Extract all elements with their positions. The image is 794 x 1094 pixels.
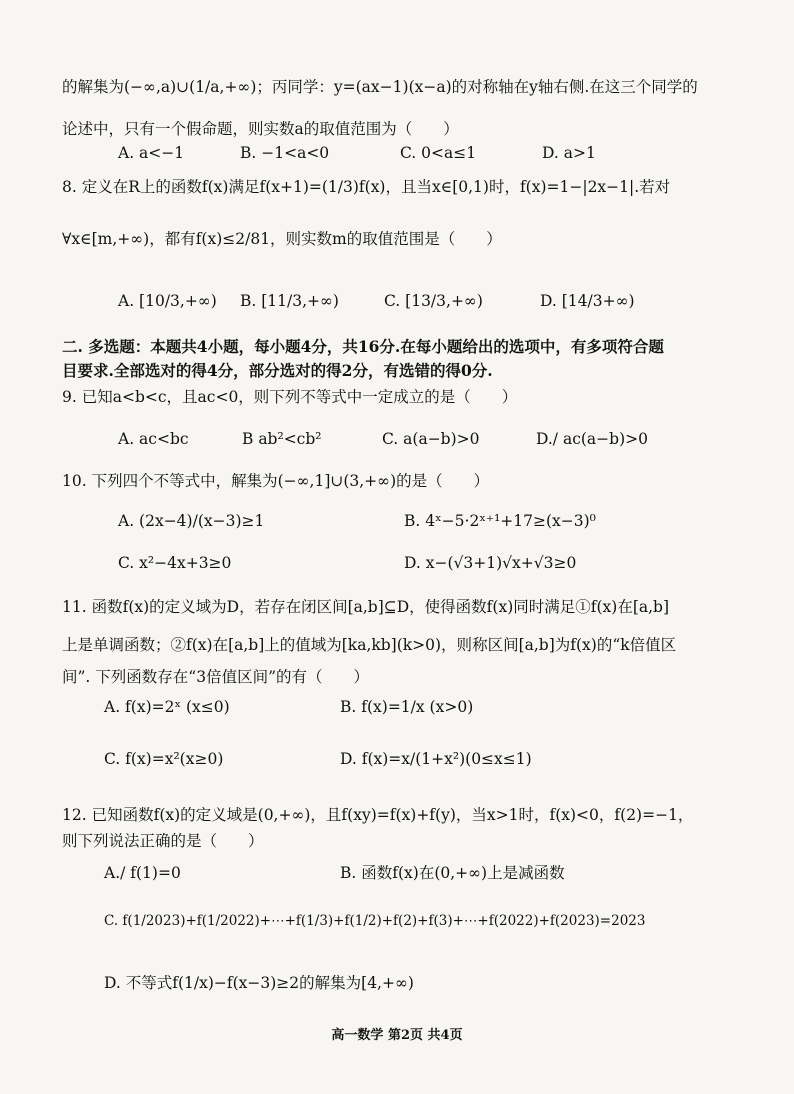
q9-option-d: D./ ac(a−b)>0 bbox=[536, 430, 648, 448]
q12-option-d: D. 不等式f(1/x)−f(x−3)≥2的解集为[4,+∞) bbox=[104, 974, 414, 992]
q8-option-b: B. [11/3,+∞) bbox=[240, 292, 339, 310]
q12-text-line-1: 12. 已知函数f(x)的定义域是(0,+∞)，且f(xy)=f(x)+f(y)，当x>1时，f(x)<0，f(2)=−1， bbox=[62, 806, 694, 824]
q11-option-a: A. f(x)=2ˣ (x≤0) bbox=[104, 698, 230, 716]
q12-option-c: C. f(1/2023)+f(1/2022)+⋯+f(1/3)+f(1/2)+f(2)+f(3)+⋯+f(2022)+f(2023)=2023 bbox=[104, 913, 646, 929]
q10-text: 10. 下列四个不等式中，解集为(−∞,1]∪(3,+∞)的是（ ） bbox=[62, 472, 490, 490]
q10-option-b: B. 4ˣ−5·2ˣ⁺¹+17≥(x−3)⁰ bbox=[404, 512, 596, 530]
q8-text-line-1: 8. 定义在R上的函数f(x)满足f(x+1)=(1/3)f(x)，且当x∈[0,1)时，f(x)=1−|2x−1|.若对 bbox=[62, 178, 671, 196]
page-footer: 高一数学 第2页 共4页 bbox=[331, 1028, 463, 1043]
section-2-heading-line-2: 目要求.全部选对的得4分，部分选对的得2分，有选错的得0分. bbox=[62, 361, 493, 380]
q9-option-c: C. a(a−b)>0 bbox=[382, 430, 480, 448]
q7-text-line-1: 的解集为(−∞,a)∪(1/a,+∞)；丙同学：y=(ax−1)(x−a)的对称轴在y轴右侧.在这三个同学的 bbox=[62, 78, 698, 96]
q11-text-line-3: 间”. 下列函数存在“3倍值区间”的有（ ） bbox=[62, 668, 369, 686]
q7-option-c: C. 0<a≤1 bbox=[400, 144, 477, 162]
q10-option-c: C. x²−4x+3≥0 bbox=[118, 554, 232, 572]
q11-option-c: C. f(x)=x²(x≥0) bbox=[104, 750, 224, 768]
q7-option-d: D. a>1 bbox=[542, 144, 596, 162]
q7-option-a: A. a<−1 bbox=[118, 144, 185, 162]
q11-option-b: B. f(x)=1/x (x>0) bbox=[340, 698, 474, 716]
q8-text-line-2: ∀x∈[m,+∞)，都有f(x)≤2/81，则实数m的取值范围是（ ） bbox=[62, 230, 502, 248]
q10-option-a: A. (2x−4)/(x−3)≥1 bbox=[118, 512, 265, 530]
q12-option-b: B. 函数f(x)在(0,+∞)上是减函数 bbox=[340, 864, 565, 882]
section-2-heading-line-1: 二. 多选题：本题共4小题，每小题4分，共16分.在每小题给出的选项中，有多项符合题 bbox=[62, 337, 664, 356]
q8-option-c: C. [13/3,+∞) bbox=[384, 292, 483, 310]
q7-option-b: B. −1<a<0 bbox=[240, 144, 330, 162]
q12-option-a: A./ f(1)=0 bbox=[104, 864, 181, 882]
q12-text-line-2: 则下列说法正确的是（ ） bbox=[62, 832, 264, 850]
q7-text-line-2: 论述中，只有一个假命题，则实数a的取值范围为（ ） bbox=[62, 120, 459, 138]
q11-text-line-2: 上是单调函数；②f(x)在[a,b]上的值域为[ka,kb](k>0)，则称区间[a,b]为f(x)的“k倍值区 bbox=[62, 636, 677, 654]
q9-option-b: B ab²<cb² bbox=[242, 430, 322, 448]
q11-text-line-1: 11. 函数f(x)的定义域为D，若存在闭区间[a,b]⊆D，使得函数f(x)同时满足①f(x)在[a,b] bbox=[62, 598, 670, 616]
q11-option-d: D. f(x)=x/(1+x²)(0≤x≤1) bbox=[340, 750, 532, 768]
q9-text: 9. 已知a<b<c，且ac<0，则下列不等式中一定成立的是（ ） bbox=[62, 388, 518, 406]
q8-option-d: D. [14/3+∞) bbox=[540, 292, 635, 310]
q8-option-a: A. [10/3,+∞) bbox=[118, 292, 217, 310]
q9-option-a: A. ac<bc bbox=[118, 430, 189, 448]
q10-option-d: D. x−(√3+1)√x+√3≥0 bbox=[404, 554, 577, 572]
